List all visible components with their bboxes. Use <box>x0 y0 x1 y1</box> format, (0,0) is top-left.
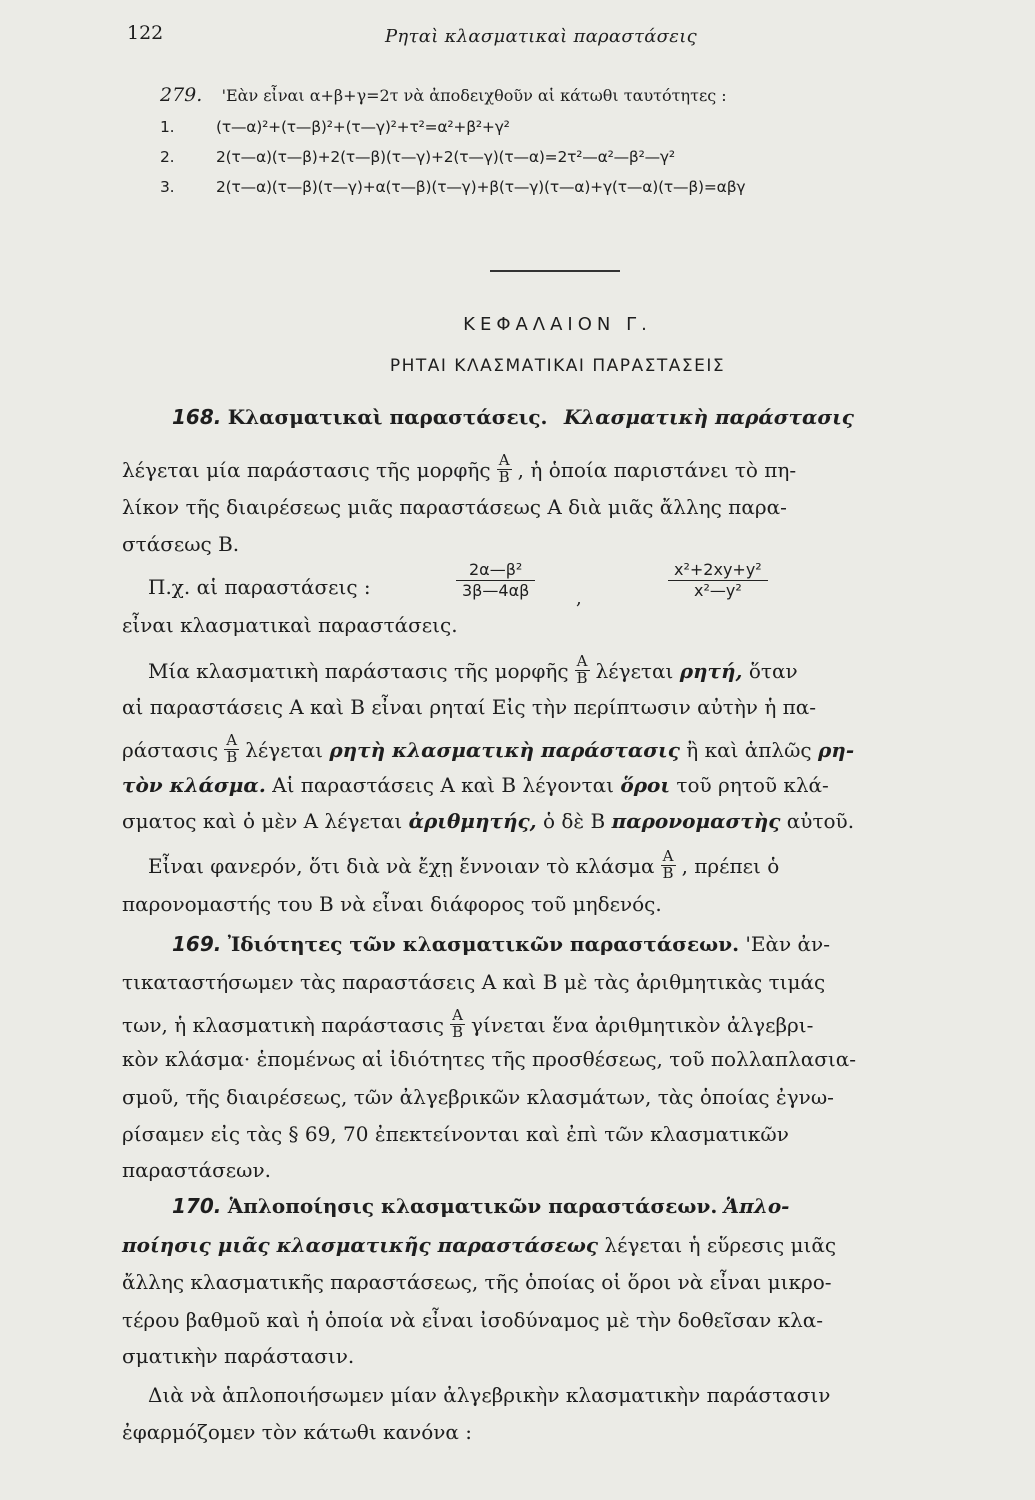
text-line: Διὰ νὰ ἁπλοποιήσωμεν μίαν ἀλγεβρικὴν κλασματικὴν παράστασιν <box>148 1383 831 1407</box>
chapter-title: ΡΗΤΑΙ ΚΛΑΣΜΑΤΙΚΑΙ ΠΑΡΑΣΤΑΣΕΙΣ <box>389 356 726 376</box>
text-line <box>122 775 829 795</box>
chapter-label: ΚΕΦΑΛΑΙΟΝ Γ. <box>463 314 652 335</box>
term-simplification-def: ποίησις μιᾶς κλασματικῆς παραστάσεως <box>122 1233 599 1257</box>
numerator: Α <box>497 453 512 470</box>
fraction-a-over-b <box>497 453 512 486</box>
denominator: x²—y² <box>693 581 742 600</box>
identity-text: 2(τ—α)(τ—β)(τ—γ)+α(τ—β)(τ—γ)+β(τ—γ)(τ—α)+γ(τ—α)(τ—β)=αβγ <box>216 178 746 196</box>
section-heading: Ἁπλοποίησις κλασματικῶν παραστάσεων. <box>227 1194 718 1218</box>
text-line <box>122 451 797 488</box>
text-line: ἄλλης κλασματικῆς παραστάσεως, τῆς ὁποίας οἱ ὅροι νὰ εἶναι μικρο- <box>122 1270 832 1294</box>
text-line: ρίσαμεν εἰς τὰς § 69, 70 ἐπεκτείνονται καὶ ἐπὶ τῶν κλασματικῶν <box>122 1122 789 1146</box>
text-line: παραστάσεων. <box>122 1158 271 1182</box>
identity-number: 2. <box>160 148 175 166</box>
identity-1 <box>160 118 510 136</box>
section-heading: Κλασματικαὶ παραστάσεις. <box>227 405 548 429</box>
section-heading: Ἰδιότητες τῶν κλασματικῶν παραστάσεων. <box>227 932 740 956</box>
text-line <box>148 652 798 689</box>
section-number: 170. <box>172 1194 222 1218</box>
exercise-279 <box>160 84 1000 106</box>
fraction-a-over-b <box>575 654 590 687</box>
text-span: γίνεται ἕνα ἀριθμητικὸν ἀλγεβρι- <box>471 1012 814 1037</box>
fraction-a-over-b <box>450 1008 465 1041</box>
text-span: , ἡ ὁποία παριστάνει τὸ πη- <box>517 457 797 482</box>
text-span: σματος καὶ ὁ μὲν Α λέγεται <box>122 809 403 833</box>
term-terms: ὅροι <box>620 773 671 797</box>
text-span: των, ἡ κλασματικὴ παράστασις <box>122 1012 445 1037</box>
text-line <box>122 1235 836 1255</box>
text-line: σματικὴν παράστασιν. <box>122 1344 355 1368</box>
denominator: Β <box>226 747 238 766</box>
exercise-statement: 'Εὰν εἶναι α+β+γ=2τ νὰ ἀποδειχθοῦν αἱ κάτωθι ταυτότητες : <box>221 86 727 105</box>
text-span: ράστασις <box>122 737 219 762</box>
identity-text: (τ—α)²+(τ—β)²+(τ—γ)²+τ²=α²+β²+γ² <box>216 118 510 136</box>
text-line: στάσεως Β. <box>122 532 240 556</box>
numerator: Α <box>450 1008 465 1025</box>
text-span: ὁ δὲ Β <box>542 809 606 833</box>
text-span: ἢ καὶ ἁπλῶς <box>686 737 812 762</box>
numerator: Α <box>224 733 239 750</box>
term-denominator: παρονομαστὴς <box>611 809 781 833</box>
text-span: αὐτοῦ. <box>786 809 855 833</box>
term-rational: ρητή, <box>679 658 743 683</box>
identity-text: 2(τ—α)(τ—β)+2(τ—β)(τ—γ)+2(τ—γ)(τ—α)=2τ²—α²—β²—γ² <box>216 148 675 166</box>
text-line: αἱ παραστάσεις Α καὶ Β εἶναι ρηταί Εἰς τὴν περίπτωσιν αὐτὴν ἡ πα- <box>122 695 817 719</box>
text-span: 'Εὰν ἀν- <box>745 932 830 956</box>
section-169-heading-line <box>172 934 830 954</box>
denominator: Β <box>576 668 588 687</box>
term-rational-part: ρη- <box>817 737 855 762</box>
denominator: Β <box>662 863 674 882</box>
text-line: εἶναι κλασματικαὶ παραστάσεις. <box>122 613 458 637</box>
text-span: , πρέπει ὁ <box>681 853 780 878</box>
identity-2 <box>160 148 675 166</box>
text-span: Αἱ παραστάσεις Α καὶ Β λέγονται <box>272 773 614 797</box>
page-number: 122 <box>127 22 164 44</box>
text-line: ἐφαρμόζομεν τὸν κάτωθι κανόνα : <box>122 1420 472 1444</box>
example-fraction-1 <box>456 560 535 601</box>
denominator: Β <box>452 1022 464 1041</box>
text-line: κὸν κλάσμα· ἑπομένως αἱ ἰδιότητες τῆς προσθέσεως, τοῦ πολλαπλασια- <box>122 1047 857 1071</box>
text-line <box>122 731 855 768</box>
numerator: Α <box>575 654 590 671</box>
text-line <box>122 811 854 831</box>
term-simplification: Ἁπλο- <box>723 1194 790 1218</box>
term-numerator: ἀριθμητής, <box>408 809 537 833</box>
section-divider <box>490 270 620 272</box>
comma: , <box>576 588 582 609</box>
example-label: Π.χ. αἱ παραστάσεις : <box>148 575 371 599</box>
section-number: 168. <box>172 405 222 429</box>
text-line: τικαταστήσωμεν τὰς παραστάσεις Α καὶ Β μὲ τὰς ἀριθμητικὰς τιμάς <box>122 970 826 994</box>
running-title: Ρηταὶ κλασματικαὶ παραστάσεις <box>385 26 697 47</box>
text-span: λέγεται <box>245 737 323 762</box>
fraction-a-over-b <box>661 849 676 882</box>
text-line <box>148 847 780 884</box>
text-line: σμοῦ, τῆς διαιρέσεως, τῶν ἀλγεβρικῶν κλασμάτων, τὰς ὁποίας ἐγνω- <box>122 1085 834 1109</box>
fraction-a-over-b <box>224 733 239 766</box>
section-168-heading-line <box>172 407 854 427</box>
page-header <box>0 22 1035 62</box>
section-number: 169. <box>172 932 222 956</box>
numerator: x²+2xy+y² <box>668 560 768 581</box>
text-line: τέρου βαθμοῦ καὶ ἡ ὁποία νὰ εἶναι ἰσοδύναμος μὲ τὴν δοθεῖσαν κλα- <box>122 1308 824 1332</box>
numerator: 2α—β² <box>456 560 535 581</box>
text-span: Εἶναι φανερόν, ὅτι διὰ νὰ ἔχῃ ἔννοιαν τὸ κλάσμα <box>148 853 655 878</box>
term-fractional-expression: Κλασματικὴ παράστασις <box>563 405 854 429</box>
text-line: λίκον τῆς διαιρέσεως μιᾶς παραστάσεως Α διὰ μιᾶς ἄλλης παρα- <box>122 495 787 519</box>
identity-number: 1. <box>160 118 175 136</box>
denominator: 3β—4αβ <box>462 581 530 600</box>
term-fraction: τὸν κλάσμα. <box>122 773 266 797</box>
numerator: Α <box>661 849 676 866</box>
exercise-number: 279. <box>160 84 203 106</box>
text-line: παρονομαστής του Β νὰ εἶναι διάφορος τοῦ μηδενός. <box>122 892 662 916</box>
section-170-heading-line <box>172 1196 789 1216</box>
text-span: λέγεται ἡ εὕρεσις μιᾶς <box>604 1233 837 1257</box>
term-rational-fractional-expression: ρητὴ κλασματικὴ παράστασις <box>329 737 680 762</box>
text-span: λέγεται μία παράστασις τῆς μορφῆς <box>122 457 491 482</box>
text-span: ὅταν <box>748 658 798 683</box>
text-span: Μία κλασματικὴ παράστασις τῆς μορφῆς <box>148 658 569 683</box>
identity-3 <box>160 178 745 196</box>
example-fraction-2 <box>668 560 768 601</box>
text-span: λέγεται <box>595 658 674 683</box>
identity-number: 3. <box>160 178 175 196</box>
text-span: τοῦ ρητοῦ κλά- <box>676 773 829 797</box>
denominator: Β <box>498 467 510 486</box>
text-line <box>122 1006 814 1043</box>
